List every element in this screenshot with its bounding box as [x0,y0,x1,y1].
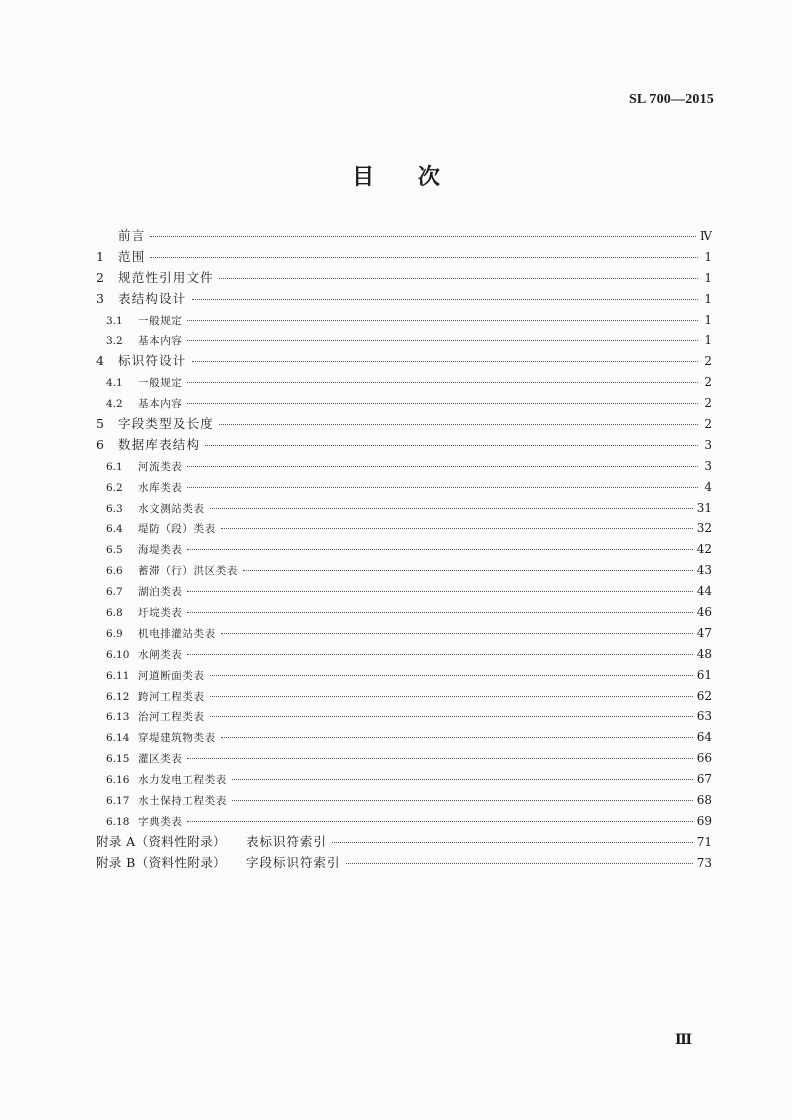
toc-entry-number: 附录 B（资料性附录） [96,854,227,870]
table-of-contents [96,226,712,874]
toc-entry-number: 6.3 [106,502,123,515]
toc-entry[interactable] [96,226,712,247]
page-number: Ⅲ [674,1033,692,1048]
toc-entry-page: 48 [696,646,712,661]
toc-entry[interactable] [96,539,712,560]
toc-entry-page: 71 [696,834,712,849]
toc-entry-page: 66 [696,751,712,766]
standard-number: SL 700—2015 [628,92,714,107]
toc-leader-dots [219,424,698,425]
toc-entry-number: 6.16 [106,774,130,787]
toc-leader-dots [192,361,698,362]
toc-entry[interactable] [96,518,712,539]
toc-entry[interactable] [96,811,712,832]
toc-entry-number: 6.12 [106,690,130,703]
toc-entry-label: 表标识符索引 [246,833,328,849]
toc-entry-page: 44 [696,584,712,599]
toc-entry-number: 6.18 [106,815,130,828]
toc-entry-number: 3.1 [106,314,123,327]
toc-entry-label: 湖泊类表 [138,586,183,599]
toc-entry-label: 蓄滞（行）洪区类表 [138,565,238,578]
toc-leader-dots [187,403,698,404]
toc-entry[interactable] [96,560,712,581]
toc-leader-dots [232,800,693,801]
toc-leader-dots [187,382,698,383]
toc-entry-number: 1 [96,248,104,264]
toc-entry[interactable] [96,853,712,874]
toc-leader-dots [192,299,698,300]
title-char-1: 目 [352,164,375,190]
toc-leader-dots [210,675,693,676]
toc-entry-number: 6.4 [106,523,123,536]
toc-entry-page: 64 [696,730,712,745]
toc-entry-page: 73 [696,855,712,870]
toc-entry[interactable] [96,581,712,602]
toc-leader-dots [221,633,693,634]
toc-entry-page: 61 [696,667,712,682]
toc-entry-label: 基本内容 [138,398,183,411]
toc-entry[interactable] [96,268,712,289]
toc-entry[interactable] [96,351,712,372]
toc-entry-label: 机电排灌站类表 [138,627,216,640]
toc-entry-label: 基本内容 [138,335,183,348]
toc-entry[interactable] [96,456,712,477]
toc-entry-page: 1 [704,270,712,285]
toc-entry-label: 穿堤建筑物类表 [138,732,216,745]
toc-entry-page: 2 [704,396,712,411]
toc-entry-label: 标识符设计 [118,353,187,369]
toc-entry-page: 3 [704,458,712,473]
toc-leader-dots [210,508,693,509]
toc-entry-page: 46 [696,605,712,620]
toc-entry-number: 6.14 [106,732,130,745]
toc-leader-dots [187,340,698,341]
toc-entry-page: 2 [704,375,712,390]
toc-entry[interactable] [96,790,712,811]
title-char-2: 次 [417,164,440,190]
toc-entry-page: 31 [696,500,712,515]
toc-entry-page: 63 [696,709,712,724]
toc-leader-dots [187,591,692,592]
toc-entry-page: 1 [704,333,712,348]
toc-entry[interactable] [96,310,712,331]
toc-entry-label: 治河工程类表 [138,711,205,724]
toc-entry[interactable] [96,665,712,686]
toc-entry-page: 1 [704,312,712,327]
toc-entry-page: Ⅳ [700,229,712,243]
toc-entry-number: 6.7 [106,586,123,599]
toc-leader-dots [332,842,693,843]
toc-entry-page: 68 [696,793,712,808]
toc-entry[interactable] [96,498,712,519]
toc-leader-dots [187,487,698,488]
toc-leader-dots [346,863,693,864]
toc-entry[interactable] [96,686,712,707]
toc-entry-label: 一般规定 [138,314,183,327]
toc-entry[interactable] [96,769,712,790]
toc-entry-number: 6 [96,436,104,452]
toc-entry-page: 42 [696,542,712,557]
toc-entry-page: 2 [704,354,712,369]
toc-leader-dots [187,758,692,759]
toc-entry-number: 6.9 [106,627,123,640]
toc-leader-dots [187,320,698,321]
toc-entry-label: 字段类型及长度 [118,416,214,432]
toc-leader-dots [219,278,698,279]
toc-entry-number: 5 [96,416,104,432]
toc-entry-page: 69 [696,813,712,828]
toc-entry-page: 2 [704,417,712,432]
toc-entry[interactable] [96,644,712,665]
toc-entry[interactable] [96,435,712,456]
toc-entry-number: 6.6 [106,565,123,578]
toc-entry-page: 43 [696,563,712,578]
toc-entry-label: 河道断面类表 [138,669,205,682]
toc-entry-number: 6.13 [106,711,130,724]
toc-entry-number: 6.11 [106,669,130,682]
toc-entry-label: 字段标识符索引 [246,854,341,870]
toc-entry-label: 海堤类表 [138,544,183,557]
toc-leader-dots [187,466,698,467]
toc-leader-dots [221,737,693,738]
toc-entry-page: 62 [696,688,712,703]
toc-entry-label: 前言 [118,228,146,243]
toc-entry-number: 6.15 [106,753,130,766]
toc-entry-number: 6.8 [106,607,123,620]
toc-leader-dots [187,654,692,655]
toc-entry-page: 3 [704,437,712,452]
toc-entry-label: 水力发电工程类表 [138,774,227,787]
toc-entry-label: 河流类表 [138,460,183,473]
toc-entry[interactable] [96,289,712,310]
toc-entry[interactable] [96,832,712,853]
toc-entry-number: 3 [96,290,104,306]
toc-entry-label: 字典类表 [138,815,183,828]
toc-entry-label: 圩垸类表 [138,607,183,620]
toc-leader-dots [187,549,692,550]
page-title [0,160,792,191]
toc-entry[interactable] [96,247,712,268]
toc-entry[interactable] [96,602,712,623]
toc-entry-page: 4 [704,479,712,494]
toc-leader-dots [210,696,693,697]
toc-entry-label: 表结构设计 [118,290,187,306]
toc-entry-number: 6.17 [106,795,130,808]
toc-entry-number: 附录 A（资料性附录） [96,833,226,849]
toc-entry-number: 6.10 [106,648,130,661]
toc-entry-label: 规范性引用文件 [118,269,214,285]
toc-entry[interactable] [96,727,712,748]
toc-leader-dots [187,821,692,822]
toc-entry-number: 2 [96,269,104,285]
toc-entry-label: 水土保持工程类表 [138,795,227,808]
toc-leader-dots [232,779,693,780]
toc-leader-dots [150,236,696,237]
toc-entry[interactable] [96,414,712,435]
toc-entry-number: 4.2 [106,398,123,411]
toc-entry-page: 67 [696,772,712,787]
toc-entry-number: 6.2 [106,481,123,494]
toc-entry-label: 水文测站类表 [138,502,205,515]
toc-entry-number: 6.1 [106,460,123,473]
toc-entry-label: 范围 [118,248,146,264]
toc-entry-label: 水闸类表 [138,648,183,661]
toc-entry-label: 跨河工程类表 [138,690,205,703]
toc-leader-dots [150,257,698,258]
toc-entry[interactable] [96,706,712,727]
toc-entry-number: 3.2 [106,335,123,348]
toc-entry[interactable] [96,372,712,393]
toc-entry-label: 灌区类表 [138,753,183,766]
toc-entry-number: 4 [96,353,104,369]
toc-leader-dots [210,716,693,717]
toc-entry[interactable] [96,330,712,351]
toc-entry-page: 1 [704,291,712,306]
toc-entry-label: 堤防（段）类表 [138,523,216,536]
toc-entry-page: 32 [696,521,712,536]
toc-entry-page: 1 [704,249,712,264]
toc-leader-dots [243,570,693,571]
toc-entry[interactable] [96,623,712,644]
toc-entry[interactable] [96,748,712,769]
toc-entry-label: 水库类表 [138,481,183,494]
toc-leader-dots [221,528,693,529]
toc-entry-number: 4.1 [106,377,123,390]
toc-entry-label: 数据库表结构 [118,436,201,452]
toc-leader-dots [187,612,692,613]
toc-entry-page: 47 [696,625,712,640]
toc-entry-number: 6.5 [106,544,123,557]
toc-entry[interactable] [96,477,712,498]
toc-entry[interactable] [96,393,712,414]
toc-entry-label: 一般规定 [138,377,183,390]
toc-leader-dots [205,445,698,446]
